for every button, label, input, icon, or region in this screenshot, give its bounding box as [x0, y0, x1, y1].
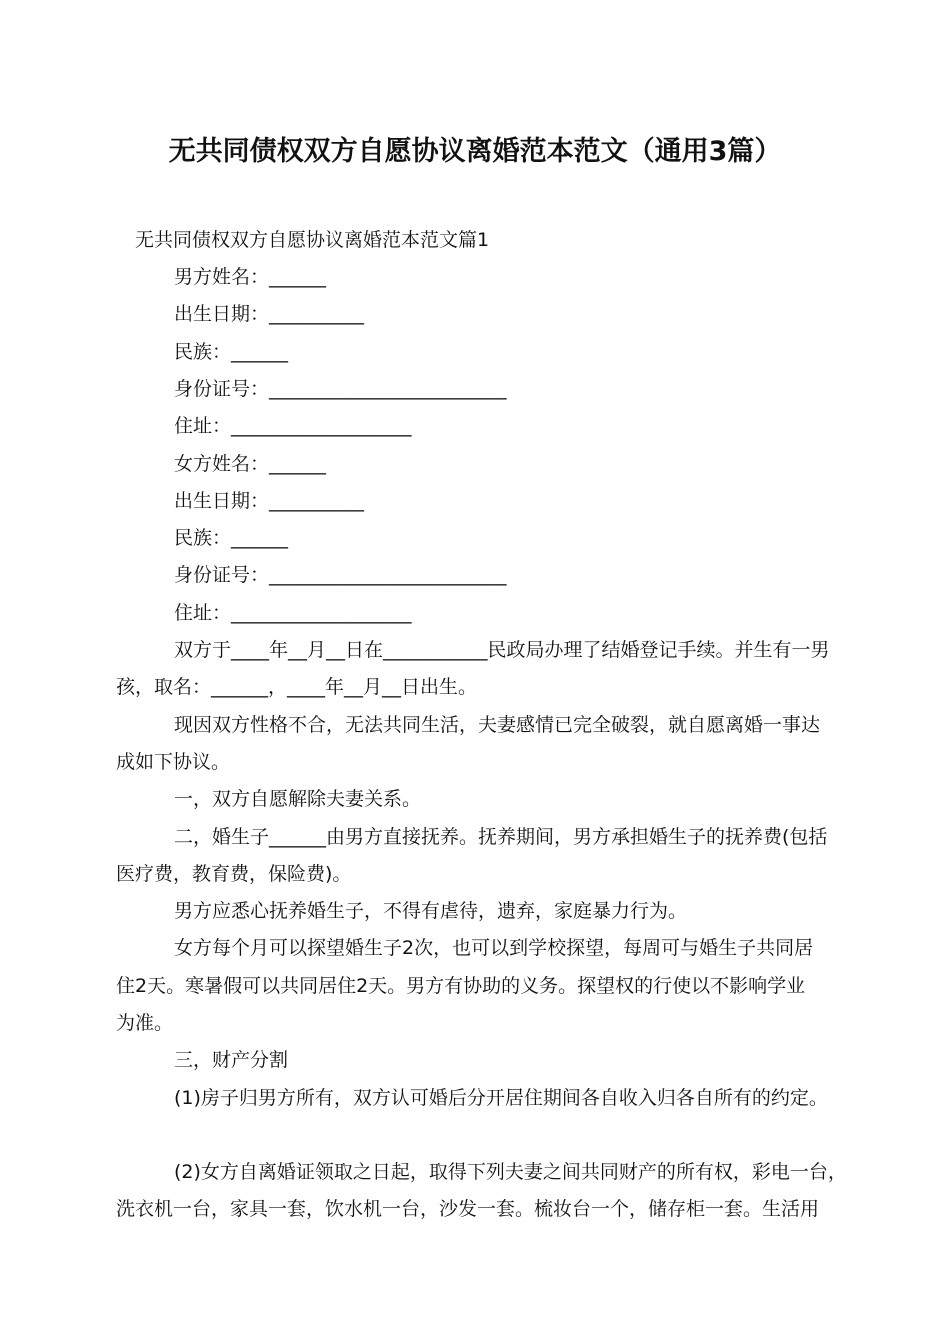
clause-two-line2: 医疗费，教育费，保险费)。: [116, 863, 352, 885]
document-title: 无共同债权双方自愿协议离婚范本范文（通用3篇）: [168, 136, 782, 167]
field-male-birthdate: 出生日期：__________: [174, 303, 365, 325]
field-female-birthdate: 出生日期：__________: [174, 490, 365, 512]
field-female-name: 女方姓名：______: [174, 453, 327, 475]
field-male-ethnicity: 民族：______: [174, 341, 289, 363]
clause-one: 一，双方自愿解除夫妻关系。: [174, 788, 422, 810]
field-male-id-number: 身份证号：_________________________: [174, 378, 507, 400]
clause-two-line1: 二，婚生子______由男方直接抚养。抚养期间，男方承担婚生子的抚养费(包括: [174, 826, 828, 848]
paragraph-visitation-line1: 女方每个月可以探望婚生子2次，也可以到学校探望，每周可与婚生子共同居: [174, 937, 814, 959]
property-item-2-line1: (2)女方自离婚证领取之日起，取得下列夫妻之间共同财产的所有权，彩电一台，: [174, 1161, 847, 1183]
paragraph-visitation-line2: 住2天。寒暑假可以共同居住2天。男方有协助的义务。探望权的行使以不影响学业: [116, 975, 806, 997]
paragraph-reason-line1: 现因双方性格不合，无法共同生活，夫妻感情已完全破裂，就自愿离婚一事达: [174, 714, 821, 736]
clause-three: 三，财产分割: [174, 1049, 289, 1071]
field-male-name: 男方姓名：______: [174, 266, 327, 288]
property-item-2-line2: 洗衣机一台，家具一套，饮水机一台，沙发一套。梳妆台一个，储存柜一套。生活用: [116, 1198, 820, 1220]
paragraph-marriage-line2: 孩，取名：______，____年__月__日出生。: [116, 676, 478, 698]
paragraph-reason-line2: 成如下协议。: [116, 751, 231, 773]
paragraph-marriage-line1: 双方于____年__月__日在___________民政局办理了结婚登记手续。并生有一男: [174, 639, 830, 661]
paragraph-visitation-line3: 为准。: [116, 1012, 174, 1034]
section-heading: 无共同债权双方自愿协议离婚范本范文篇1: [135, 229, 490, 251]
field-female-id-number: 身份证号：_________________________: [174, 564, 507, 586]
field-female-address: 住址：___________________: [174, 602, 412, 624]
field-female-ethnicity: 民族：______: [174, 527, 289, 549]
property-item-1: (1)房子归男方所有，双方认可婚后分开居住期间各自收入归各自所有的约定。: [174, 1087, 828, 1109]
field-male-address: 住址：___________________: [174, 415, 412, 437]
paragraph-care: 男方应悉心抚养婚生子，不得有虐待，遗弃，家庭暴力行为。: [174, 900, 688, 922]
